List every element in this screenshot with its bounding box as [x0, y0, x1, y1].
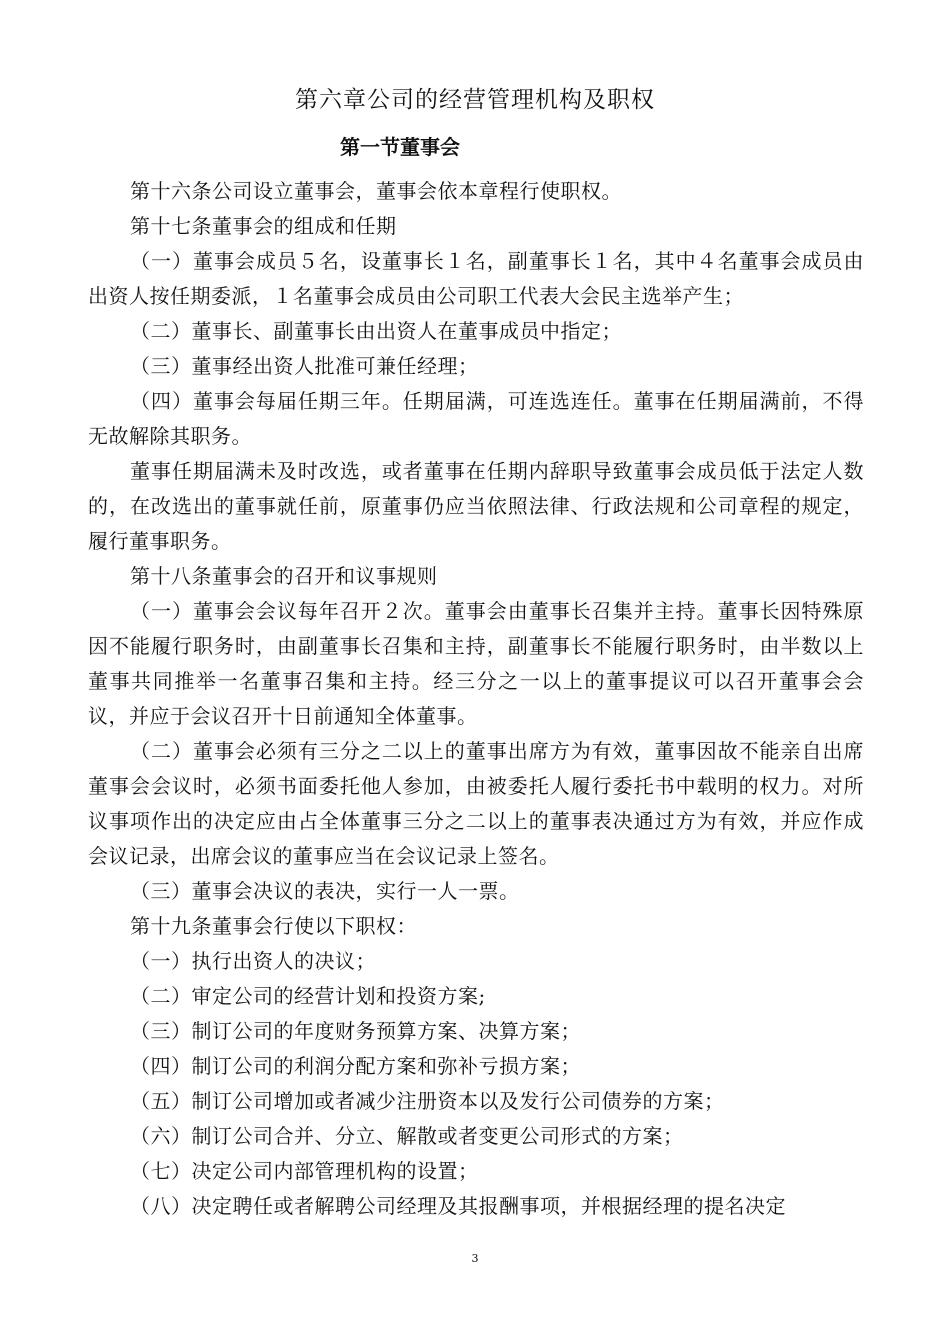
- paragraph: 第十八条董事会的召开和议事规则: [130, 564, 438, 588]
- paragraph: （二）董事会必须有三分之二以上的董事出席方为有效，董事因故不能亲自出席董事会会议时，必须书面委托他人参加，由被委托人履行委托书中载明的权力。对所议事项作出的决定应由占全体董事三分之二以上的董事表决通过方为有效，并应作成会议记录，出席会议的董事应当在会议记录上签名。: [88, 739, 864, 868]
- paragraph: （六）制订公司合并、分立、解散或者变更公司形式的方案；: [130, 1124, 684, 1148]
- paragraph: （三）董事经出资人批准可兼任经理；: [130, 354, 479, 378]
- paragraph: （八）决定聘任或者解聘公司经理及其报酬事项，并根据经理的提名决定: [130, 1194, 786, 1218]
- paragraph: （五）制订公司增加或者减少注册资本以及发行公司债券的方案；: [130, 1089, 725, 1113]
- paragraph: （一）执行出资人的决议；: [130, 949, 376, 973]
- paragraph: （二）董事长、副董事长由出资人在董事成员中指定；: [130, 319, 622, 343]
- paragraph: （七）决定公司内部管理机构的设置；: [130, 1159, 479, 1183]
- paragraph: （一）董事会会议每年召开２次。董事会由董事长召集并主持。董事长因特殊原因不能履行职务时，由副董事长召集和主持，副董事长不能履行职务时，由半数以上董事共同推举一名董事召集和主持。经三分之一以上的董事提议可以召开董事会会议，并应于会议召开十日前通知全体董事。: [88, 599, 864, 728]
- page-number: 3: [471, 1252, 479, 1265]
- document-body: [88, 174, 864, 1224]
- chapter-title: 第六章公司的经营管理机构及职权: [295, 87, 655, 113]
- paragraph: 第十六条公司设立董事会，董事会依本章程行使职权。: [130, 179, 622, 203]
- paragraph: （二）审定公司的经营计划和投资方案;: [130, 984, 486, 1008]
- paragraph: （一）董事会成员５名，设董事长１名，副董事长１名，其中４名董事会成员由出资人按任期委派，１名董事会成员由公司职工代表大会民主选举产生；: [88, 249, 864, 308]
- paragraph: 董事任期届满未及时改选，或者董事在任期内辞职导致董事会成员低于法定人数的，在改选出的董事就任前，原董事仍应当依照法律、行政法规和公司章程的规定，履行董事职务。: [88, 459, 864, 553]
- paragraph: 第十九条董事会行使以下职权：: [130, 914, 417, 938]
- section-title: 第一节董事会: [340, 135, 460, 159]
- paragraph: （四）董事会每届任期三年。任期届满，可连选连任。董事在任期届满前，不得无故解除其职务。: [88, 389, 864, 448]
- paragraph: （三）董事会决议的表决，实行一人一票。: [130, 879, 520, 903]
- paragraph: 第十七条董事会的组成和任期: [130, 214, 397, 238]
- paragraph: （三）制订公司的年度财务预算方案、决算方案；: [130, 1019, 581, 1043]
- paragraph: （四）制订公司的利润分配方案和弥补亏损方案；: [130, 1054, 581, 1078]
